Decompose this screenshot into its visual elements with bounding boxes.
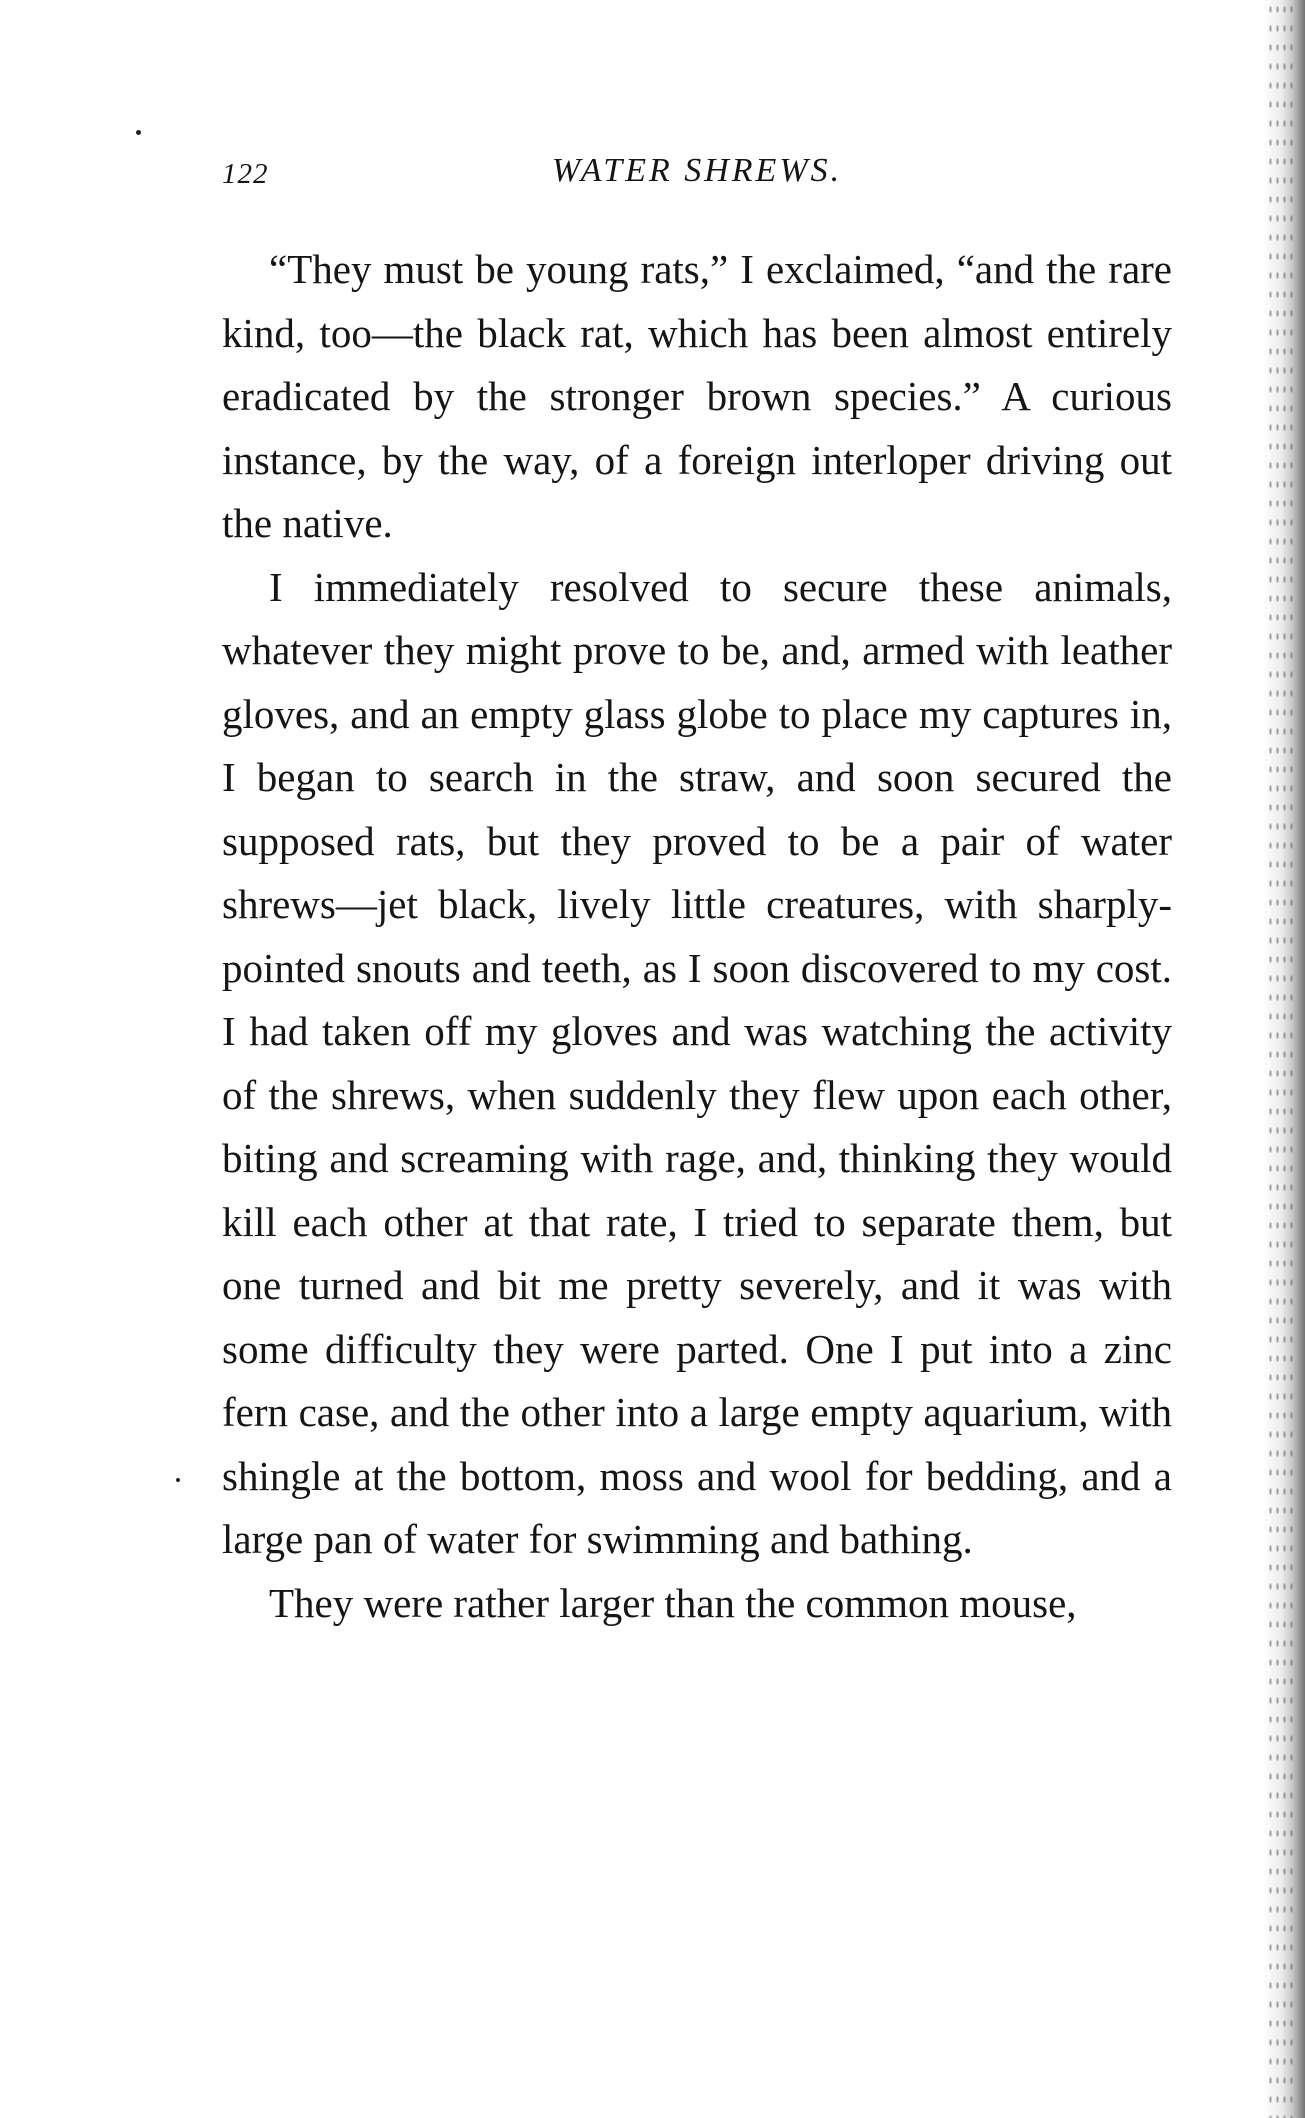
running-title: WATER SHREWS. [551,152,843,189]
paragraph: “They must be young rats,” I exclaimed, “and the rare kind, too—the black rat, which has been almost entirely eradicated by the stronger brown species.” A curious instance, by the way, of a foreign interloper driving out the native. [222,246,1172,546]
page-number: 122 [222,158,269,190]
page-header [222,152,1172,202]
body-text [222,238,1172,1635]
ink-speck [136,130,141,135]
page-gutter-specks [1267,0,1297,2118]
ink-speck [176,1478,180,1482]
paragraph: They were rather larger than the common mouse, [269,1579,1077,1626]
paragraph: I immediately resolved to secure these animals, whatever they might prove to be, and, armed with leather gloves, and an empty glass globe to place my captures in, I began to search in the straw, and soon secured the supposed rats, but they proved to be a pair of water shrews—jet black, lively little creatures, with sharply-pointed snouts and teeth, as I soon discovered to my cost. I had taken off my gloves and was watching the activity of the shrews, when suddenly they flew upon each other, biting and screaming with rage, and, thinking they would kill each other at that rate, I tried to separate them, but one turned and bit me pretty severely, and it was with some difficulty they were parted. One I put into a zinc fern case, and the other into a large empty aquarium, with shingle at the bottom, moss and wool for bedding, and a large pan of water for swimming and bathing. [222,563,1172,1562]
